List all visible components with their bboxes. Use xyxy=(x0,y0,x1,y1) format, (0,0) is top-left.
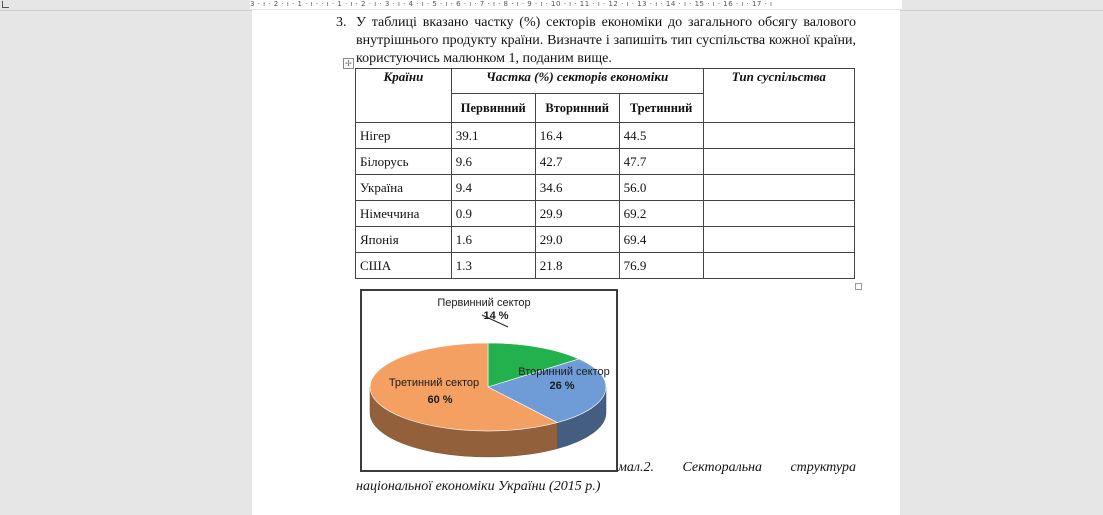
slice-value-label: 26 % xyxy=(549,380,575,392)
slice-label: Вторинний сектор xyxy=(518,366,610,378)
table-header-row xyxy=(356,69,855,94)
task-number: 3. xyxy=(336,15,347,30)
cell-secondary: 16.4 xyxy=(535,123,619,149)
cell-primary: 0.9 xyxy=(451,201,535,227)
subheader-secondary: Вторинний xyxy=(535,94,619,123)
slice-label: Третинний сектор xyxy=(388,377,480,389)
cell-tertiary: 69.4 xyxy=(619,227,703,253)
cell-secondary: 29.0 xyxy=(535,227,619,253)
subheader-primary: Первинний xyxy=(451,94,535,123)
cell-country: США xyxy=(356,253,452,279)
cell-tertiary: 76.9 xyxy=(619,253,703,279)
caption-word: Секторальна xyxy=(682,460,763,475)
cell-tertiary: 69.2 xyxy=(619,201,703,227)
pie-chart xyxy=(362,291,616,470)
table-row xyxy=(356,201,855,227)
cell-country: Україна xyxy=(356,175,452,201)
cell-tertiary: 44.5 xyxy=(619,123,703,149)
cell-secondary: 42.7 xyxy=(535,149,619,175)
cell-society-type[interactable] xyxy=(703,149,854,175)
cell-society-type[interactable] xyxy=(703,201,854,227)
next-paragraph-edge xyxy=(356,510,856,515)
header-shares: Частка (%) секторів економіки xyxy=(451,69,703,94)
cell-country: Німеччина xyxy=(356,201,452,227)
caption-line-1 xyxy=(618,458,856,478)
task-text: У таблиці вказано частку (%) секторів економіки до загального обсягу валового внутрішнього продукту країни. Визначте і запишіть тип суспільства кожної країни, користуючись малюнком 1, поданим вище. xyxy=(356,15,856,66)
cell-tertiary: 56.0 xyxy=(619,175,703,201)
table-row xyxy=(356,227,855,253)
cell-primary: 1.3 xyxy=(451,253,535,279)
cell-secondary: 21.8 xyxy=(535,253,619,279)
cell-primary: 9.6 xyxy=(451,149,535,175)
slice-value-label: 60 % xyxy=(427,394,453,406)
slice-label: Первинний сектор xyxy=(437,297,531,309)
caption-line-2: національної економіки України (2015 р.) xyxy=(356,479,601,494)
cell-country: Японія xyxy=(356,227,452,253)
table-row xyxy=(356,253,855,279)
tab-selector-icon[interactable] xyxy=(2,1,9,8)
caption-word: структура xyxy=(790,460,856,475)
cell-tertiary: 47.7 xyxy=(619,149,703,175)
cell-country: Нігер xyxy=(356,123,452,149)
cell-society-type[interactable] xyxy=(703,175,854,201)
table-row xyxy=(356,149,855,175)
cell-society-type[interactable] xyxy=(703,227,854,253)
cell-primary: 1.6 xyxy=(451,227,535,253)
cell-country: Білорусь xyxy=(356,149,452,175)
subheader-tertiary: Третинний xyxy=(619,94,703,123)
cell-society-type[interactable] xyxy=(703,123,854,149)
header-countries: Країни xyxy=(356,69,452,123)
ruler-numbers: 3 · ı · 2 · ı · 1 · ı · · ı · 1 · ı · 2 · ı · 3 · ı · 4 · ı · 5 · ı · 6 · ı · 7 · ı · 8 · ı · 9 · ı · 10 · ı · 11 · ı · 12 · ı · 13 · ı · 14 · ı · 15 · ı · 16 · ı · 17 · ı xyxy=(250,0,773,8)
table-move-handle-icon[interactable]: ✢ xyxy=(343,58,354,69)
pie-chart-figure[interactable] xyxy=(360,289,618,472)
header-society-type: Тип суспільства xyxy=(703,69,854,123)
table-row xyxy=(356,123,855,149)
table-resize-handle[interactable] xyxy=(855,283,862,290)
sectors-table[interactable] xyxy=(355,68,855,279)
slice-value-label: 14 % xyxy=(483,310,509,322)
cell-society-type[interactable] xyxy=(703,253,854,279)
cell-secondary: 34.6 xyxy=(535,175,619,201)
cell-primary: 39.1 xyxy=(451,123,535,149)
cell-secondary: 29.9 xyxy=(535,201,619,227)
cell-primary: 9.4 xyxy=(451,175,535,201)
table-row xyxy=(356,175,855,201)
caption-word: мал.2. xyxy=(618,460,655,475)
